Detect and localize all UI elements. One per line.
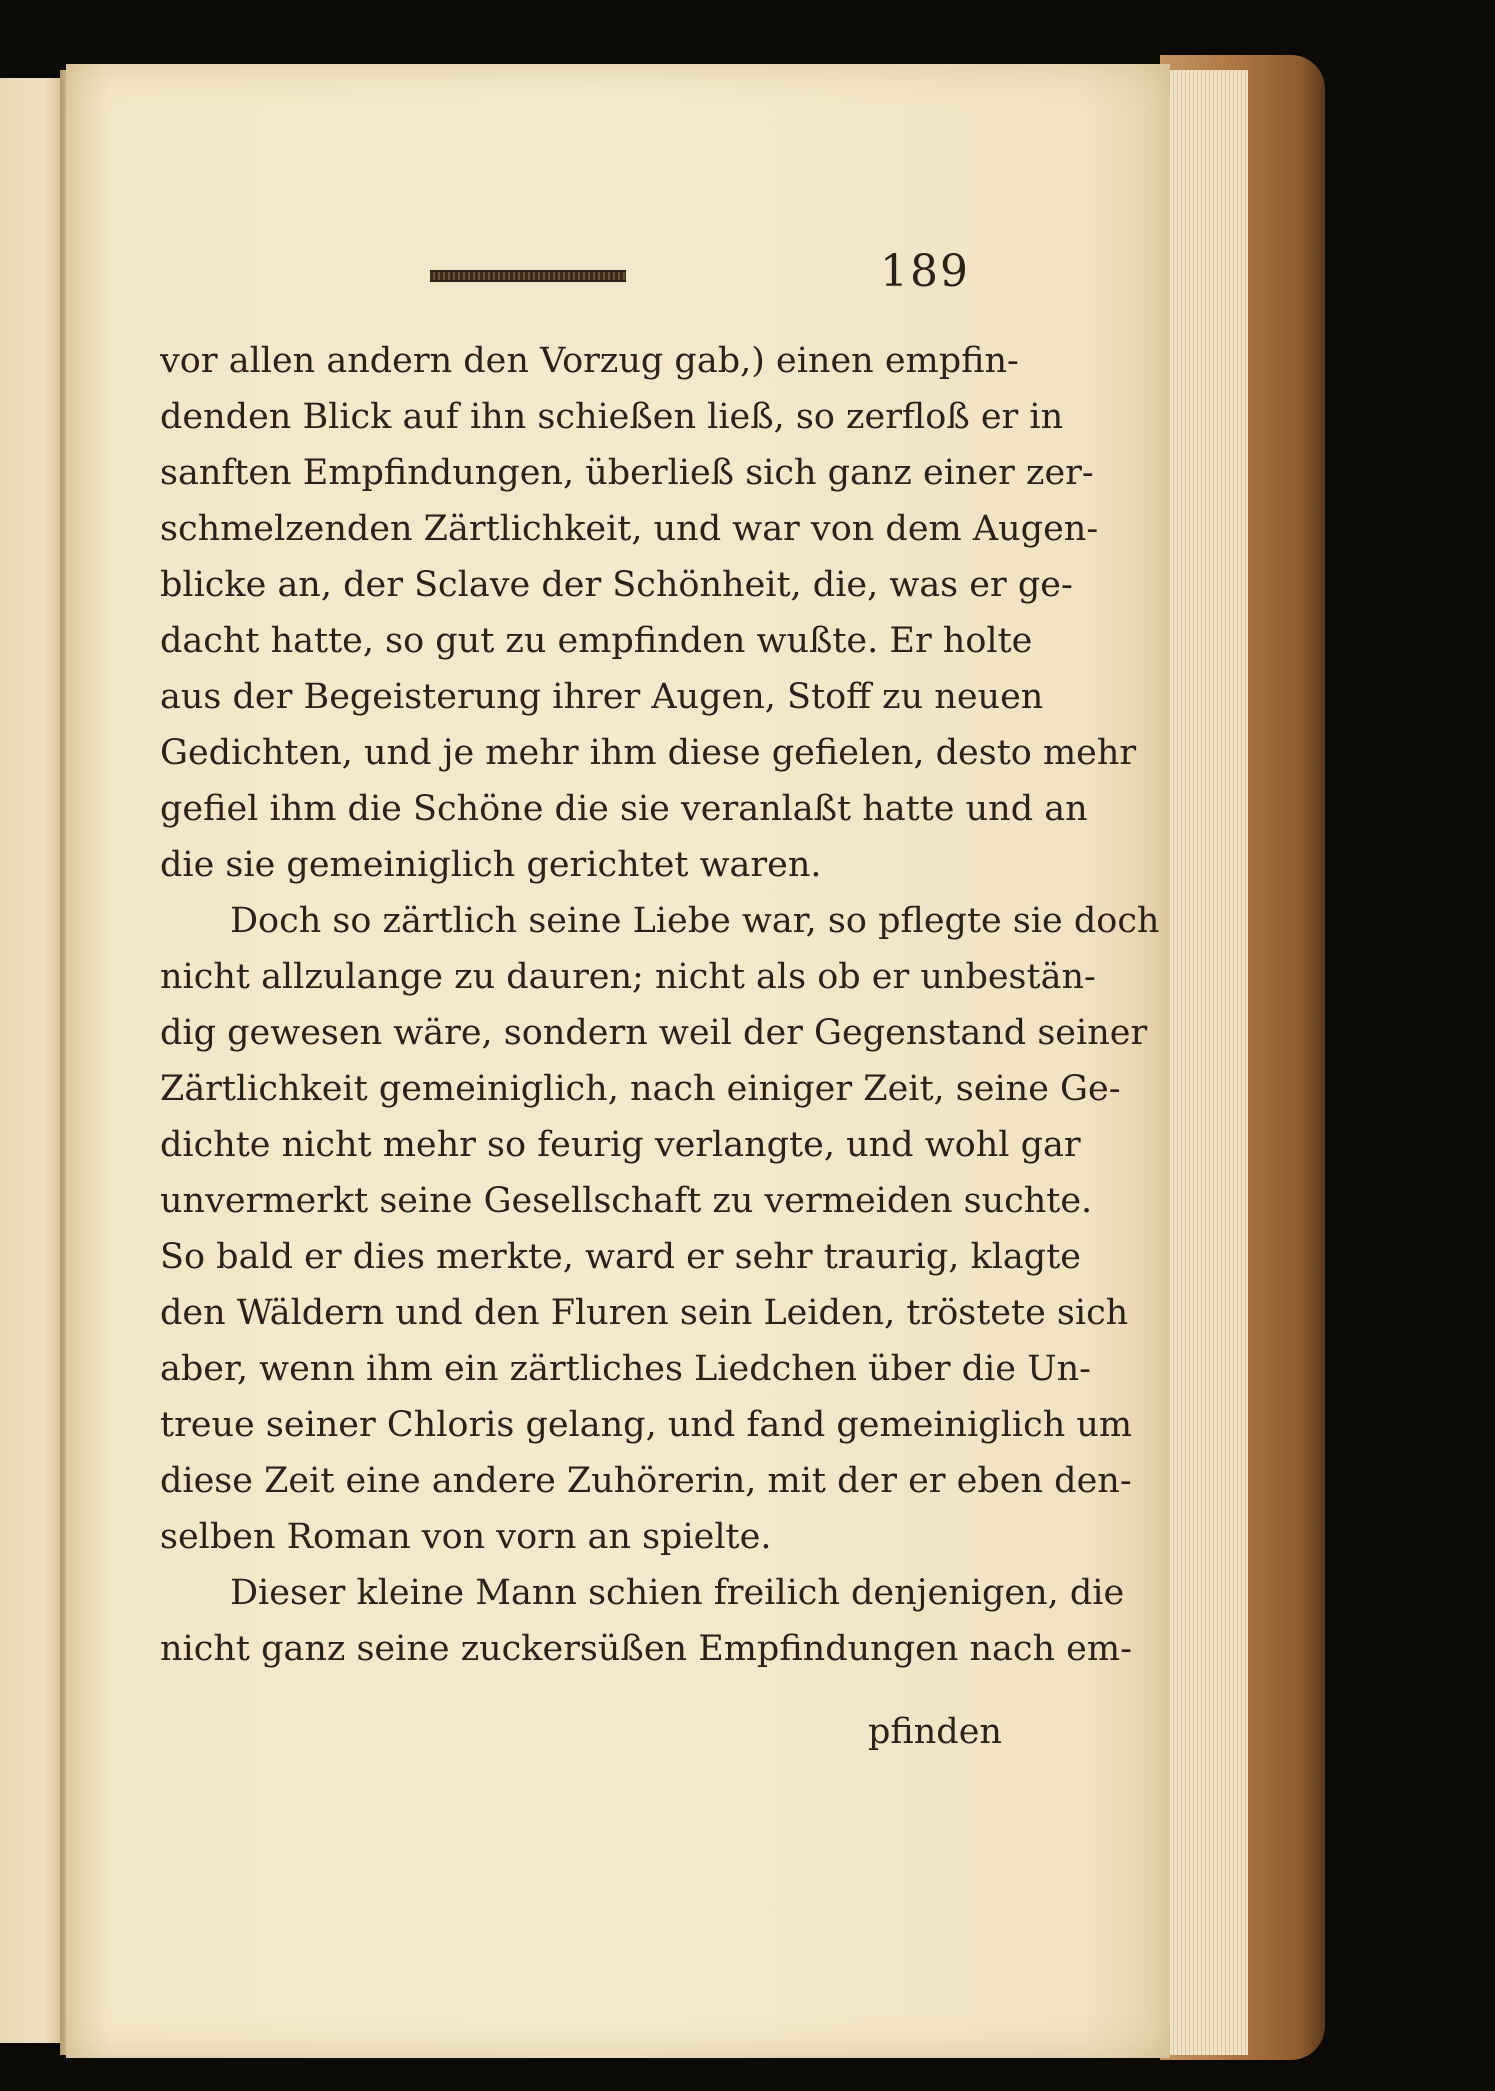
- header-ornament-rule: [430, 270, 626, 282]
- text-line: aus der Begeisterung ihrer Augen, Stoff zu neuen: [160, 677, 1044, 717]
- text-line: denden Blick auf ihn schießen ließ, so zerfloß er in: [160, 397, 1064, 437]
- text-line: nicht ganz seine zuckersüßen Empfindungen nach em-: [160, 1629, 1132, 1669]
- text-line: selben Roman von vorn an spielte.: [160, 1517, 772, 1557]
- text-line: aber, wenn ihm ein zärtliches Liedchen über die Un-: [160, 1349, 1091, 1389]
- text-line: diese Zeit eine andere Zuhörerin, mit der er eben den-: [160, 1461, 1132, 1501]
- catchword: pfinden: [868, 1712, 1002, 1752]
- text-line: Dieser kleine Mann schien freilich denjenigen, die: [230, 1573, 1125, 1613]
- body-text: [160, 333, 1160, 1677]
- text-line: dichte nicht mehr so feurig verlangte, und wohl gar: [160, 1125, 1081, 1165]
- text-line: treue seiner Chloris gelang, und fand gemeiniglich um: [160, 1405, 1133, 1445]
- text-line: nicht allzulange zu dauren; nicht als ob er unbestän-: [160, 957, 1096, 997]
- text-line: So bald er dies merkte, ward er sehr traurig, klagte: [160, 1237, 1081, 1277]
- text-line: vor allen andern den Vorzug gab,) einen empfin-: [160, 341, 1019, 381]
- page-block-edges: [1165, 70, 1248, 2055]
- text-line: unvermerkt seine Gesellschaft zu vermeiden suchte.: [160, 1181, 1093, 1221]
- text-line: die sie gemeiniglich gerichtet waren.: [160, 845, 822, 885]
- text-line: Gedichten, und je mehr ihm diese gefielen, desto mehr: [160, 733, 1137, 773]
- page-number: 189: [880, 246, 970, 297]
- text-line: gefiel ihm die Schöne die sie veranlaßt hatte und an: [160, 789, 1088, 829]
- text-line: sanften Empfindungen, überließ sich ganz einer zer-: [160, 453, 1094, 493]
- text-line: blicke an, der Sclave der Schönheit, die, was er ge-: [160, 565, 1073, 605]
- text-line: schmelzenden Zärtlichkeit, und war von dem Augen-: [160, 509, 1099, 549]
- text-line: dacht hatte, so gut zu empfinden wußte. Er holte: [160, 621, 1033, 661]
- text-line: den Wäldern und den Fluren sein Leiden, tröstete sich: [160, 1293, 1129, 1333]
- text-line: Zärtlichkeit gemeiniglich, nach einiger Zeit, seine Ge-: [160, 1069, 1121, 1109]
- text-line: dig gewesen wäre, sondern weil der Gegenstand seiner: [160, 1013, 1148, 1053]
- text-line: Doch so zärtlich seine Liebe war, so pflegte sie doch: [230, 901, 1160, 941]
- facing-page-edge: [0, 78, 64, 2043]
